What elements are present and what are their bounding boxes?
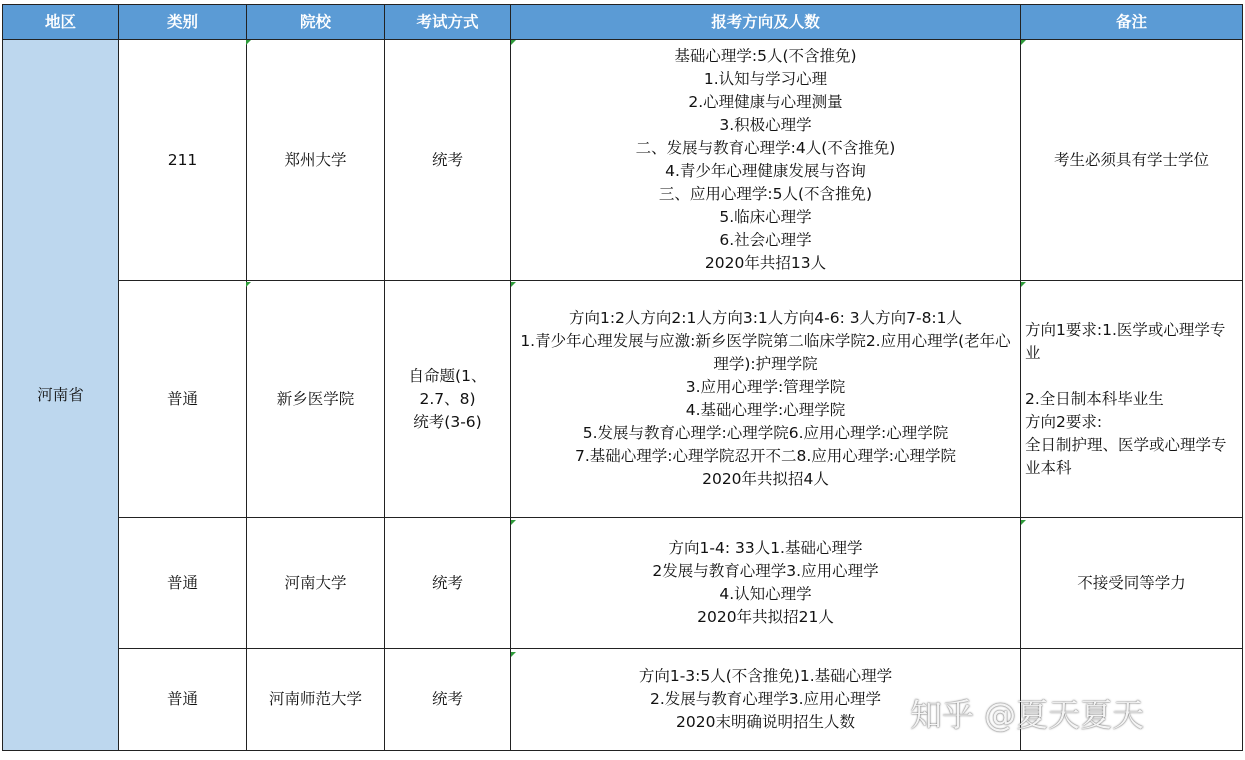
cell-marker-icon — [511, 652, 516, 657]
directions-cell — [511, 281, 1021, 518]
direction-line: 2020年共拟招4人 — [702, 470, 829, 488]
cell-marker-icon — [246, 282, 251, 287]
exam-line: 统考(3-6) — [413, 412, 482, 431]
watermark: 知乎 @夏天夏天 — [910, 696, 1145, 734]
direction-line: 方向1-3:5人(不含推免)1.基础心理学 — [638, 667, 893, 685]
enrollment-table — [2, 4, 1243, 751]
direction-line: 2.心理健康与心理测量 — [688, 93, 843, 111]
exam-line: 统考 — [431, 690, 463, 708]
school-cell: 河南大学 — [247, 518, 385, 649]
table-row — [3, 281, 1243, 518]
direction-line: 三、应用心理学:5人(不含推免) — [658, 185, 873, 203]
header-exam-method: 考试方式 — [385, 5, 511, 40]
note-line: 考生必须具有学士学位 — [1053, 150, 1209, 169]
direction-line: 1.青少年心理发展与应激:新乡医学院第二临床学院2.应用心理学(老年心理学):护理学院 — [520, 332, 1011, 373]
direction-line: 3.应用心理学:管理学院 — [685, 378, 846, 396]
cell-marker-icon — [511, 40, 516, 45]
direction-line: 基础心理学:5人(不含推免) — [674, 47, 857, 65]
table-row — [3, 40, 1243, 281]
direction-line: 4.基础心理学:心理学院 — [685, 401, 846, 419]
notes-cell — [1021, 40, 1243, 281]
note-line: 方向1要求:1.医学或心理学专业 — [1025, 320, 1226, 362]
direction-line: 方向1:2人方向2:1人方向3:1人方向4-6: 3人方向7-8:1人 — [568, 309, 963, 327]
notes-cell — [1021, 518, 1243, 649]
table-row — [3, 518, 1243, 649]
direction-line: 方向1-4: 33人1.基础心理学 — [668, 539, 863, 557]
exam-line: 统考 — [431, 573, 463, 592]
exam-cell — [385, 649, 511, 751]
school-cell: 河南师范大学 — [247, 649, 385, 751]
direction-line: 2020年共招13人 — [704, 254, 827, 272]
direction-line: 2.发展与教育心理学3.应用心理学 — [649, 690, 882, 708]
school-cell: 郑州大学 — [247, 40, 385, 281]
category-cell: 211 — [119, 40, 247, 281]
cell-marker-icon — [246, 40, 251, 45]
note-line: 不接受同等学力 — [1077, 573, 1186, 592]
header-directions: 报考方向及人数 — [511, 5, 1021, 40]
note-line: 2.全日制本科毕业生 — [1025, 389, 1164, 408]
notes-cell — [1021, 281, 1243, 518]
direction-line: 1.认知与学习心理 — [703, 70, 828, 88]
direction-line: 2020末明确说明招生人数 — [676, 713, 855, 731]
exam-cell — [385, 518, 511, 649]
exam-line: 自命题(1、2.7、8) — [408, 366, 487, 408]
school-cell: 新乡医学院 — [247, 281, 385, 518]
category-cell: 普通 — [119, 281, 247, 518]
direction-line: 2发展与教育心理学3.应用心理学 — [652, 562, 879, 580]
header-row — [3, 5, 1243, 40]
cell-marker-icon — [1021, 520, 1026, 525]
header-notes: 备注 — [1021, 5, 1243, 40]
direction-line: 3.积极心理学 — [719, 116, 812, 134]
cell-marker-icon — [511, 520, 516, 525]
direction-line: 2020年共拟招21人 — [697, 608, 834, 626]
header-region: 地区 — [3, 5, 119, 40]
directions-cell — [511, 40, 1021, 281]
cell-marker-icon — [1021, 282, 1026, 287]
exam-line: 统考 — [431, 150, 463, 169]
note-line: 方向2要求: — [1025, 412, 1103, 431]
direction-line: 7.基础心理学:心理学院忍开不二8.应用心理学:心理学院 — [574, 447, 957, 465]
header-category: 类别 — [119, 5, 247, 40]
category-cell: 普通 — [119, 518, 247, 649]
note-gap — [1025, 365, 1238, 388]
region-cell: 河南省 — [3, 40, 119, 751]
category-cell: 普通 — [119, 649, 247, 751]
cell-marker-icon — [511, 282, 516, 287]
cell-marker-icon — [1021, 40, 1026, 45]
direction-line: 6.社会心理学 — [719, 231, 812, 249]
direction-line: 4.认知心理学 — [719, 585, 812, 603]
direction-line: 5.临床心理学 — [719, 208, 812, 226]
exam-cell — [385, 281, 511, 518]
direction-line: 5.发展与教育心理学:心理学院6.应用心理学:心理学院 — [582, 424, 949, 442]
header-school: 院校 — [247, 5, 385, 40]
direction-line: 二、发展与教育心理学:4人(不含推免) — [635, 139, 896, 157]
direction-line: 4.青少年心理健康发展与咨询 — [665, 162, 866, 180]
exam-cell — [385, 40, 511, 281]
note-line: 全日制护理、医学或心理学专业本科 — [1025, 435, 1227, 477]
directions-cell — [511, 518, 1021, 649]
